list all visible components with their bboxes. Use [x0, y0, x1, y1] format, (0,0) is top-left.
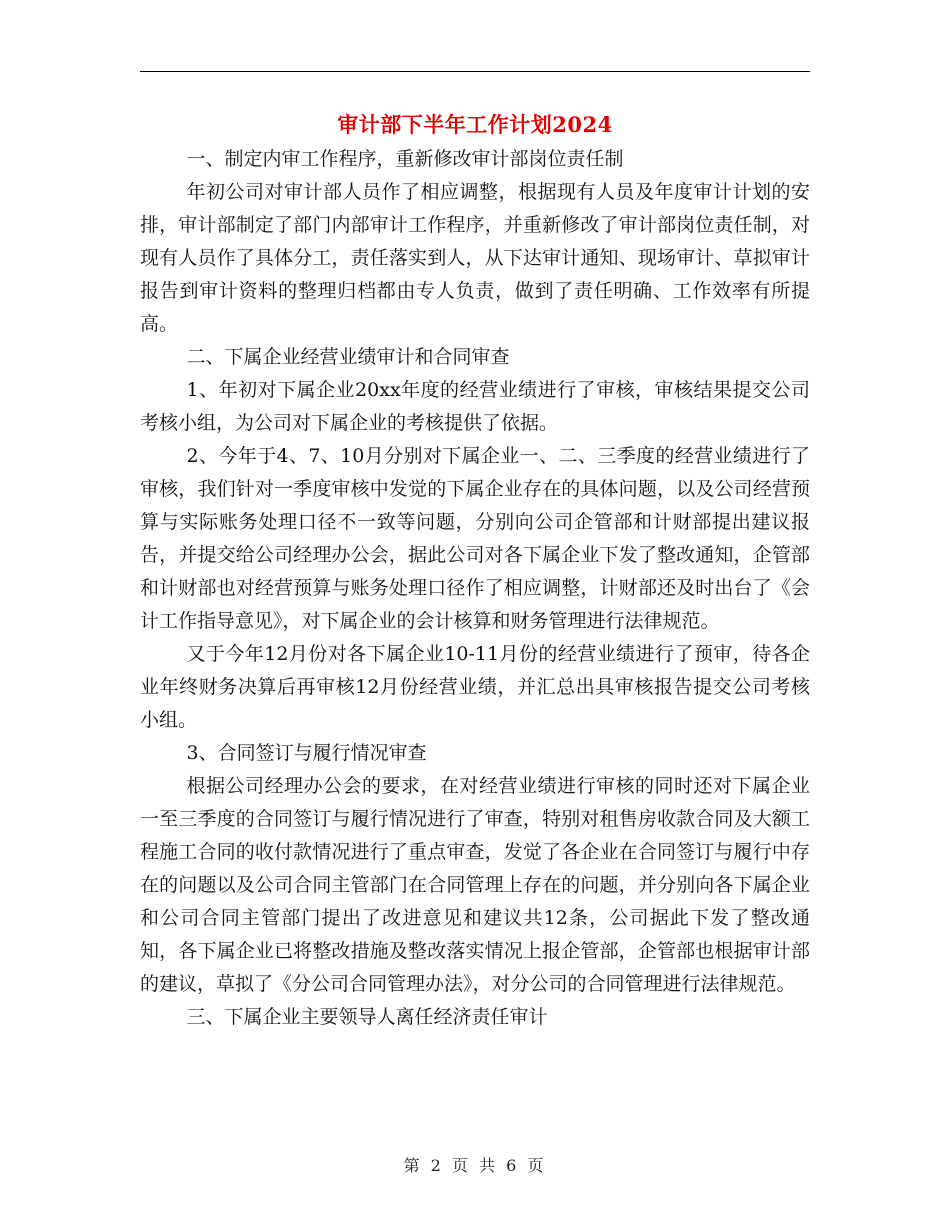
paragraph: 根据公司经理办公会的要求，在对经营业绩进行审核的同时还对下属企业一至三季度的合同签订与履行情况进行了审查，特别对租售房收款合同及大额工程施工合同的收付款情况进行了重点审查，发觉了各企业在合同签订与履行中存在的问题以及公司合同主管部门在合同管理上存在的问题，并分别向各下属企业和公司合同主管部门提出了改进意见和建议共12条，公司据此下发了整改通知，各下属企业已将整改措施及整改落实情况上报企管部，企管部也根据审计部的建议，草拟了《分公司合同管理办法》，对分公司的合同管理进行法律规范。 — [140, 775, 810, 995]
section-heading-2: 二、下属企业经营业绩审计和合同审查 — [186, 346, 510, 368]
paragraph: 又于今年12月份对各下属企业10-11月份的经营业绩进行了预审，待各企业年终财务决算后再审核12月份经营业绩，并汇总出具审核报告提交公司考核小组。 — [140, 643, 810, 731]
document-title: 审计部下半年工作计划2024 — [337, 112, 613, 137]
paragraph: 2、今年于4、7、10月分别对下属企业一、二、三季度的经营业绩进行了审核，我们针对一季度审核中发觉的下属企业存在的具体问题，以及公司经营预算与实际账务处理口径不一致等问题，分别向公司企管部和计财部提出建议报告，并提交给公司经理办公会，据此公司对各下属企业下发了整改通知，企管部和计财部也对经营预算与账务处理口径作了相应调整，计财部还及时出台了《会计工作指导意见》，对下属企业的会计核算和财务管理进行法律规范。 — [140, 445, 810, 632]
document-body — [140, 143, 810, 1034]
header-rule — [140, 71, 810, 72]
section-heading-3: 三、下属企业主要领导人离任经济责任审计 — [186, 1006, 548, 1028]
subsection-heading: 3、合同签订与履行情况审查 — [186, 742, 427, 764]
paragraph: 1、年初对下属企业20xx年度的经营业绩进行了审核，审核结果提交公司考核小组，为公司对下属企业的考核提供了依据。 — [140, 379, 810, 434]
paragraph: 年初公司对审计部人员作了相应调整，根据现有人员及年度审计计划的安排，审计部制定了部门内部审计工作程序，并重新修改了审计部岗位责任制，对现有人员作了具体分工，责任落实到人，从下达审计通知、现场审计、草拟审计报告到审计资料的整理归档都由专人负责，做到了责任明确、工作效率有所提高。 — [140, 181, 810, 335]
page-footer: 第 2 页 共 6 页 — [403, 1156, 547, 1175]
section-heading-1: 一、制定内审工作程序，重新修改审计部岗位责任制 — [186, 148, 624, 170]
